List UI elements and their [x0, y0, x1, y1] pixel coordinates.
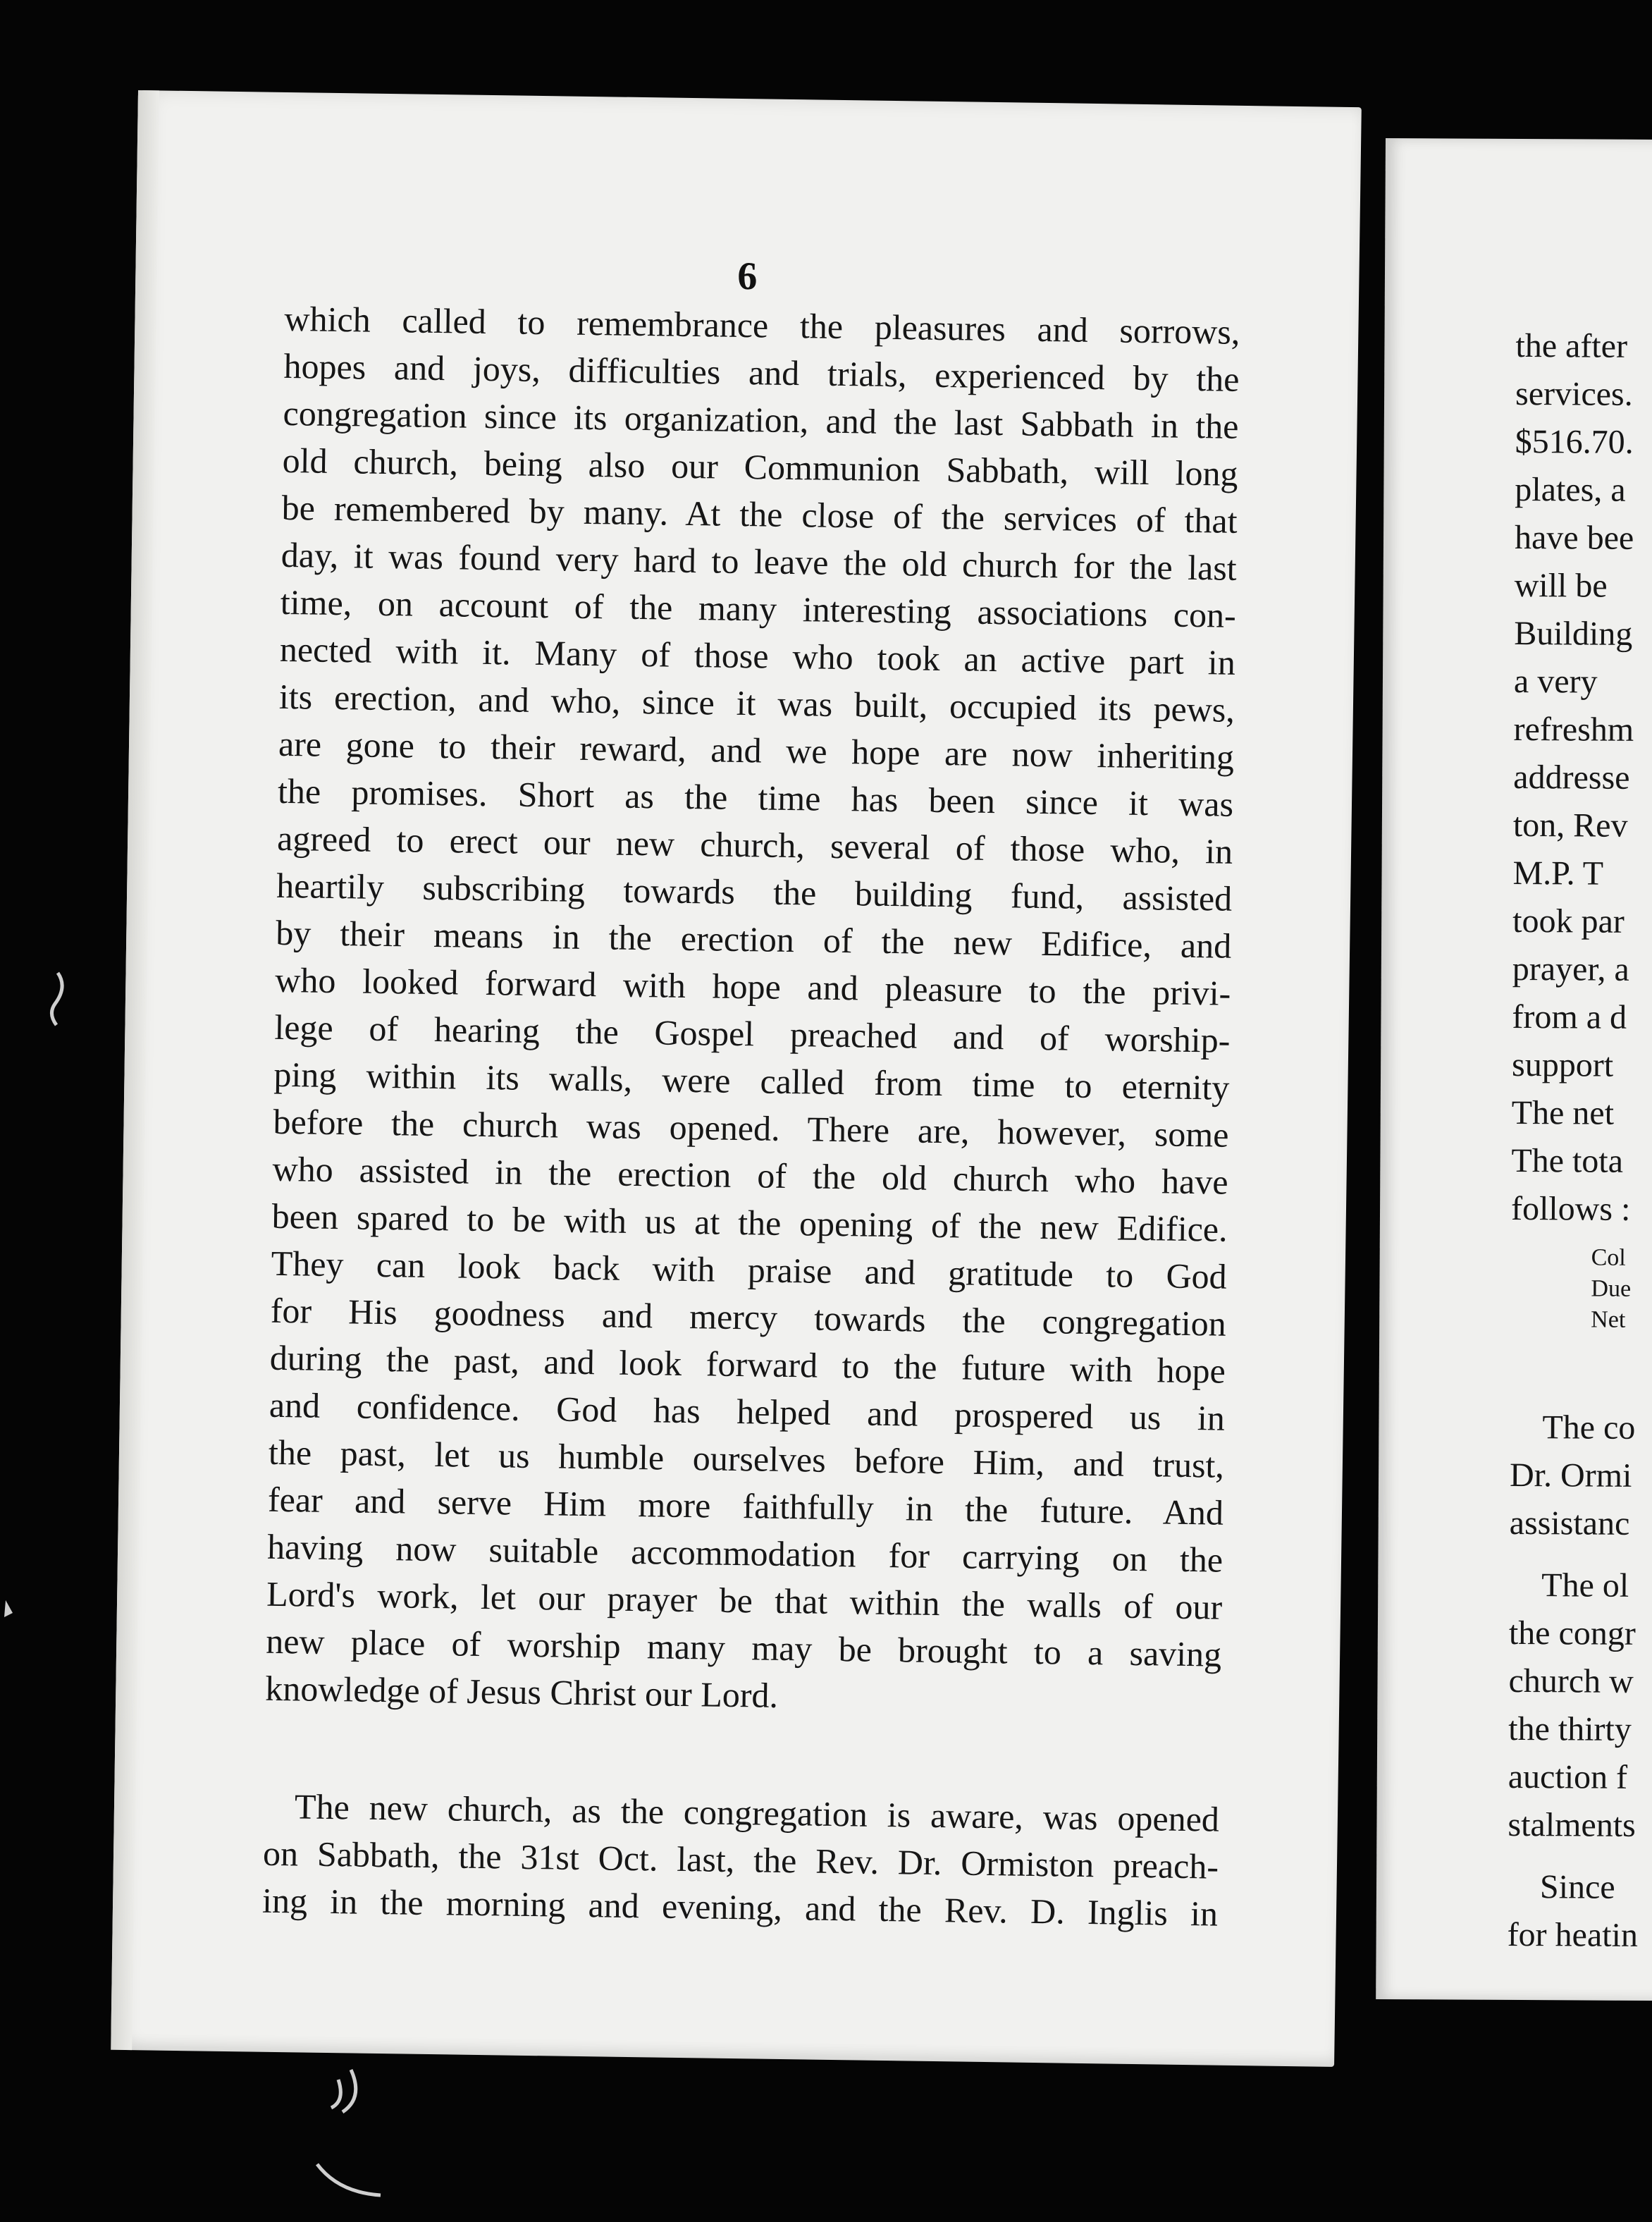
facing-line: refreshm [1513, 710, 1634, 749]
scan-mark [317, 2164, 381, 2195]
body-line: and confidence. God has helped and prospered us in [269, 1385, 1226, 1438]
facing-line: $516.70. [1515, 422, 1634, 461]
body-line: who assisted in the erection of the old church who have [272, 1148, 1228, 1202]
facing-line: a very [1513, 662, 1598, 701]
body-line: The new church, as the congregation is aware, was opened [294, 1786, 1220, 1839]
facing-line: The ol [1541, 1566, 1629, 1604]
facing-line: The net [1511, 1093, 1615, 1132]
facing-line: The co [1542, 1408, 1636, 1447]
body-line: agreed to erect our new church, several of those who, in [276, 818, 1233, 871]
body-line: Lord's work, let our prayer be that within the walls of our [266, 1573, 1223, 1627]
body-line: by their means in the erection of the new Edifice, and [275, 912, 1232, 966]
body-line: be remembered by many. At the close of the services of that [281, 487, 1238, 541]
facing-line: services. [1515, 374, 1633, 413]
facing-line: took par [1512, 902, 1625, 940]
facing-line: auction f [1508, 1757, 1628, 1796]
facing-line: Net [1591, 1306, 1626, 1333]
facing-line: the thirty [1508, 1710, 1632, 1748]
facing-line: church w [1508, 1662, 1634, 1700]
body-line: the past, let us humble ourselves before Him, and trust, [268, 1432, 1225, 1485]
facing-line: from a d [1512, 998, 1627, 1036]
facing-line: follows : [1510, 1189, 1631, 1228]
page-number: 6 [736, 254, 758, 299]
facing-line: plates, a [1515, 470, 1626, 509]
facing-line: addresse [1513, 758, 1630, 797]
body-line: heartily subscribing towards the building fund, assisted [276, 865, 1233, 919]
left-page [111, 90, 1362, 2067]
body-line: its erection, and who, since it was built, occupied its pews, [278, 676, 1235, 730]
facing-line: support [1511, 1045, 1614, 1084]
body-line: nected with it. Many of those who took an active part in [279, 629, 1236, 682]
scan-mark [331, 2070, 356, 2112]
facing-line: have bee [1514, 518, 1634, 557]
body-line: time, on account of the many interesting associations con- [280, 582, 1237, 635]
facing-page-body [1386, 138, 1652, 1954]
facing-line: prayer, a [1512, 950, 1629, 988]
body-line: old church, being also our Communion Sabbath, will long [282, 440, 1238, 493]
body-line: which called to remembrance the pleasures and sorrows, [284, 298, 1240, 352]
body-line: new place of worship many may be brought to a saving [265, 1621, 1222, 1674]
facing-line: will be [1514, 566, 1608, 605]
facing-page [1376, 138, 1652, 2001]
body-line: fear and serve Him more faithfully in the future. And [267, 1479, 1224, 1533]
body-line: been spared to be with us at the opening of the new Edifice. [271, 1196, 1228, 1249]
body-line: congregation since its organization, and the last Sabbath in the [283, 393, 1239, 446]
facing-line: for heatin [1507, 1915, 1639, 1954]
facing-line: the congr [1508, 1614, 1636, 1652]
facing-line: Building [1514, 614, 1633, 653]
body-line: ping within its walls, were called from time to eternity [273, 1054, 1230, 1107]
paragraph-gap [264, 1712, 1220, 1796]
page-body [262, 295, 1240, 1938]
scan-mark [51, 973, 62, 1025]
body-line: are gone to their reward, and we hope are now inheriting [278, 723, 1235, 777]
scan-mark [4, 1600, 13, 1617]
facing-line: the after [1515, 326, 1628, 365]
facing-line: Dr. Ormi [1509, 1456, 1632, 1494]
facing-line: Since [1539, 1868, 1615, 1906]
facing-line: Col [1591, 1244, 1626, 1271]
body-line: knowledge of Jesus Christ our Lord. [264, 1668, 779, 1715]
body-line: They can look back with praise and gratitude to God [271, 1243, 1228, 1296]
body-line: lege of hearing the Gospel preached and of worship- [274, 1007, 1231, 1060]
body-line: during the past, and look forward to the future with hope [269, 1337, 1226, 1391]
facing-line: stalments [1508, 1805, 1636, 1844]
body-line: for His goodness and mercy towards the congregation [270, 1290, 1227, 1344]
body-line: on Sabbath, the 31st Oct. last, the Rev. Dr. Ormiston preach- [262, 1833, 1219, 1886]
facing-line: ton, Rev [1512, 806, 1628, 845]
facing-line: The tota [1511, 1141, 1624, 1180]
body-line: having now suitable accommodation for carrying on the [266, 1526, 1223, 1580]
body-line: who looked forward with hope and pleasure to the privi- [275, 959, 1231, 1013]
body-line: the promises. Short as the time has been since it was [277, 771, 1234, 824]
facing-line: Due [1591, 1275, 1632, 1302]
facing-line: assistanc [1509, 1504, 1630, 1542]
body-line: day, it was found very hard to leave the old church for the last [281, 534, 1238, 588]
page-edge-shadow [111, 90, 159, 2050]
body-line: hopes and joys, difficulties and trials, experienced by the [283, 345, 1240, 399]
body-line: ing in the morning and evening, and the Rev. D. Inglis in [261, 1880, 1219, 1934]
body-line: before the church was opened. There are, however, some [273, 1101, 1229, 1155]
facing-line: M.P. T [1512, 854, 1604, 892]
